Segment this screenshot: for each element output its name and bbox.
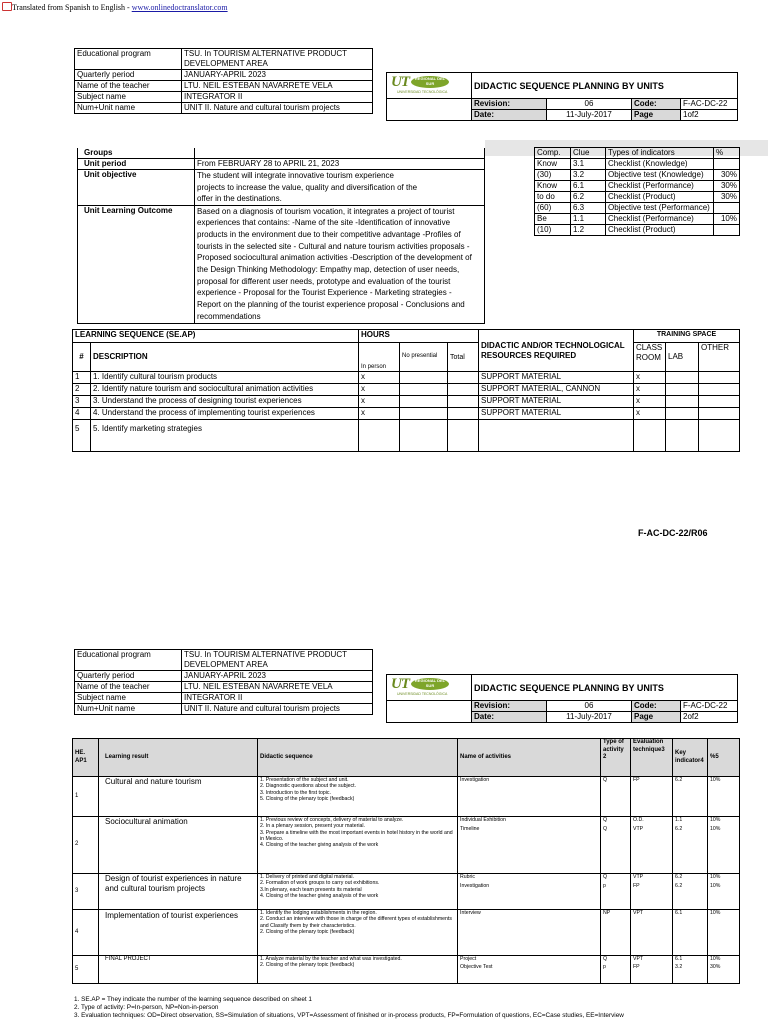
key-indicator: 6.2 <box>675 777 683 783</box>
doc-title: DIDACTIC SEQUENCE PLANNING BY UNITS <box>472 73 738 99</box>
seq-step: 3. Introduction to the first topic. <box>260 789 331 796</box>
eval-head: % <box>714 148 740 159</box>
info-label: Name of the teacher <box>75 682 182 693</box>
eval-cell: Know <box>535 159 571 170</box>
info-value: UNIT II. Nature and cultural tourism projects <box>182 704 373 715</box>
activity-name: Investigation <box>460 883 490 890</box>
row-classroom: x <box>634 408 666 420</box>
logo-cell <box>387 73 472 99</box>
eval-technique: VTP <box>633 826 644 833</box>
row-description: 2. Identify nature tourism and sociocultural animation activities <box>91 384 359 396</box>
learning-sequence-table <box>72 329 740 452</box>
eval-technique: FP <box>633 964 640 971</box>
info-label: Num+Unit name <box>75 704 182 715</box>
date-value: 11-July-2017 <box>547 110 632 121</box>
info-table-2 <box>74 649 373 715</box>
row-in-person <box>359 420 400 452</box>
banner-text: Translated from Spanish to English - <box>12 3 132 12</box>
key-indicator-head: Key indicator4 <box>673 739 708 777</box>
hash-head: # <box>73 343 91 372</box>
row-resource: SUPPORT MATERIAL <box>479 408 634 420</box>
table-row <box>73 777 740 817</box>
eval-technique: O.D. <box>633 817 644 823</box>
seq-step: 2. Formation of work groups to carry out exhibitions. <box>260 880 380 887</box>
type-head: Type of activity 2 <box>601 739 631 777</box>
no-presential-head: No presential <box>400 343 448 372</box>
eval-table <box>534 147 740 236</box>
activity-name: Timeline <box>460 826 480 833</box>
row-number: 3 <box>73 396 91 408</box>
activity-name: Individual Exhibition <box>460 817 506 823</box>
seq-step: 2. In a plenary session, present your material. <box>260 823 365 830</box>
eval-technique: VTP <box>633 874 644 880</box>
row-resource <box>479 420 634 452</box>
doc-title: DIDACTIC SEQUENCE PLANNING BY UNITS <box>472 675 738 701</box>
total-head: Total <box>448 343 479 372</box>
page-value: 1of2 <box>681 110 738 121</box>
table-row <box>73 910 740 956</box>
activity-type: Q <box>603 956 608 962</box>
eval-cell: 30% <box>714 192 740 203</box>
info-value: LTU. NEIL ESTEBAN NAVARRETE VELA <box>182 81 373 92</box>
eval-technique: VPT <box>633 956 644 962</box>
eval-cell: (30) <box>535 170 571 181</box>
eval-cell: (10) <box>535 225 571 236</box>
groups-label: Groups <box>78 148 195 159</box>
info-label: Quarterly period <box>75 70 182 81</box>
eval-head: Clue <box>571 148 606 159</box>
key-indicator: 1.1 <box>675 817 683 823</box>
seq-step: 2. Closing of the plenary topic (feedback) <box>260 928 355 935</box>
activity-type: NP <box>603 910 611 916</box>
activity-type: Q <box>603 817 608 823</box>
eval-table-wrap <box>534 148 740 254</box>
learning-result: FINAL PROJECT <box>99 956 258 984</box>
eval-technique: VPT <box>633 910 644 916</box>
footnote: 3. Evaluation techniques: OD=Direct observation, SS=Simulation of situations, VPT=Assessment of finished or in-process products, FP=Formulation of questions, EC=Case studies, EE=Interview <box>74 1012 624 1019</box>
table-row <box>73 956 740 984</box>
eval-head: Comp. <box>535 148 571 159</box>
eval-cell: Checklist (Performance) <box>606 214 714 225</box>
info-value: JANUARY-APRIL 2023 <box>182 70 373 81</box>
learning-result: Sociocultural animation <box>99 817 258 874</box>
logo-cell <box>387 675 472 701</box>
row-description: 3. Understand the process of designing tourist experiences <box>91 396 359 408</box>
training-space-title: TRAINING SPACE <box>634 330 740 343</box>
info-value: LTU. NEIL ESTEBAN NAVARRETE VELA <box>182 682 373 693</box>
eval-cell: 3.1 <box>571 159 606 170</box>
university-logo: UT REGIONAL DEL SUR UNIVERSIDAD TECNOLÓGICA <box>391 676 448 696</box>
info-value: UNIT II. Nature and cultural tourism projects <box>182 103 373 114</box>
activity-name: Objective Test <box>460 964 493 971</box>
table-row <box>73 874 740 910</box>
eval-cell: 3.2 <box>571 170 606 181</box>
row-resource: SUPPORT MATERIAL <box>479 396 634 408</box>
activity-name-head: Name of activities <box>458 739 601 777</box>
learning-result: Implementation of tourist experiences <box>99 910 258 956</box>
code-label: Code: <box>632 99 681 110</box>
period-value: From FEBRUARY 28 to APRIL 21, 2023 <box>195 159 485 170</box>
seq-step: 3.In plenary, each team presents its material <box>260 886 362 893</box>
seq-step: 2. Diagnostic questions about the subject. <box>260 783 357 790</box>
row-number: 4 <box>73 408 91 420</box>
row-classroom: x <box>634 372 666 384</box>
row-classroom <box>634 420 666 452</box>
activity-name: Rubric <box>460 874 475 880</box>
row-classroom: x <box>634 384 666 396</box>
learning-result: Cultural and nature tourism <box>99 777 258 817</box>
percentage: 30% <box>710 964 721 971</box>
activity-type: Q <box>603 777 608 783</box>
outcome-value: Based on a diagnosis of tourism vocation, it integrates a project of tourist experiences that contains: -Name of the site -Identification of innovative products in the environment due to their competitive advantage -Profiles of tourists in the selected site - Cultural and nature tourism activities proposals - Proposed sociocultural animation activities -Description of the development of the Design Thinking Methodology: Empathy map, detection of user needs, proposal for different user needs, prototype and evaluation of the tourist experience - Proposal for the Tourist Experience - Marketing strategies - Report on the planning of the tourist experience proposal - Conclusions and recommendations <box>195 205 485 323</box>
activity-name: Project <box>460 956 477 962</box>
eval-cell: Be <box>535 214 571 225</box>
table-row <box>73 384 740 396</box>
row-number: 5 <box>73 956 99 984</box>
table-row <box>73 396 740 408</box>
eval-technique: FP <box>633 883 640 890</box>
objective-value: The student will integrate innovative tourism experience projects to increase the value, quality and diversification of the offer in the destinations. <box>195 170 485 206</box>
seq-step: 4. Closing of the teacher giving analysis of the work <box>260 892 379 899</box>
key-indicator: 6.2 <box>675 826 683 833</box>
university-logo: UT REGIONAL DEL SUR UNIVERSIDAD TECNOLÓGICA <box>391 74 448 94</box>
translator-link[interactable]: www.onlinedoctranslator.com <box>131 3 228 12</box>
info-table-1 <box>74 48 373 114</box>
table-row <box>73 408 740 420</box>
row-number: 4 <box>73 910 99 956</box>
eval-cell: 6.3 <box>571 203 606 214</box>
key-indicator: 6.2 <box>675 883 683 890</box>
pct-head: %5 <box>708 739 740 777</box>
seq-step: 1. Analyze material by the teacher and what was investigated. <box>260 956 402 962</box>
result-head: Learning result <box>99 739 258 777</box>
eval-cell: 1.2 <box>571 225 606 236</box>
percentage: 10% <box>710 910 721 916</box>
info-label: Subject name <box>75 693 182 704</box>
objective-label: Unit objective <box>78 170 195 206</box>
date-label: Date: <box>472 712 547 723</box>
key-indicator: 6.1 <box>675 910 683 916</box>
row-number: 2 <box>73 384 91 396</box>
info-label: Educational program <box>75 49 182 70</box>
key-indicator: 6.1 <box>675 956 683 962</box>
eval-cell <box>714 159 740 170</box>
eval-cell <box>714 225 740 236</box>
eval-cell: Checklist (Product) <box>606 192 714 203</box>
info-label: Educational program <box>75 650 182 671</box>
table-row <box>73 817 740 874</box>
table-row <box>73 372 740 384</box>
eval-cell: 30% <box>714 181 740 192</box>
code-value: F-AC-DC-22 <box>681 99 738 110</box>
eval-cell: to do <box>535 192 571 203</box>
seq-step: 1. Delivery of printed and digital material. <box>260 874 354 880</box>
code-value: F-AC-DC-22 <box>681 701 738 712</box>
activity-type: Q <box>603 874 608 880</box>
seq-step: 5. Closing of the plenary topic (feedback) <box>260 795 355 802</box>
code-label: Code: <box>632 701 681 712</box>
seq-step: 4. Closing of the teacher giving analysis of the work <box>260 842 379 849</box>
key-indicator: 6.2 <box>675 874 683 880</box>
info-value: INTEGRATOR II <box>182 92 373 103</box>
footnotes <box>74 996 754 1020</box>
page-label: Page <box>632 110 681 121</box>
row-number: 5 <box>73 420 91 452</box>
eval-cell: 1.1 <box>571 214 606 225</box>
eval-cell: 6.1 <box>571 181 606 192</box>
eval-cell: Checklist (Knowledge) <box>606 159 714 170</box>
row-number: 2 <box>73 817 99 874</box>
seq-step: 3. Prepare a timeline with the most important events in hotel history in the world and in Mexico. <box>260 829 453 842</box>
classroom-head: CLASSROOM <box>634 343 666 372</box>
info-value: JANUARY-APRIL 2023 <box>182 671 373 682</box>
eval-cell: Checklist (Performance) <box>606 181 714 192</box>
unit-table-wrap <box>77 148 485 330</box>
row-number: 1 <box>73 777 99 817</box>
other-head: OTHER <box>699 343 740 372</box>
unit-table <box>77 148 485 324</box>
seq-step: 1. Presentation of the subject and unit. <box>260 777 349 783</box>
activity-name: Investigation <box>460 777 490 783</box>
date-label: Date: <box>472 110 547 121</box>
eval-cell: Know <box>535 181 571 192</box>
footnote: 1. SE.AP = They indicate the number of the learning sequence described on sheet 1 <box>74 996 312 1003</box>
seq-head: Didactic sequence <box>258 739 458 777</box>
seq-title: LEARNING SEQUENCE (SE.AP) <box>73 330 359 343</box>
revision-label: Revision: <box>472 99 547 110</box>
hours-title: HOURS <box>359 330 479 343</box>
percentage: 10% <box>710 777 721 783</box>
period-label: Unit period <box>78 159 195 170</box>
key-indicator: 3.2 <box>675 964 683 971</box>
row-classroom: x <box>634 396 666 408</box>
doc-header-1 <box>386 72 738 121</box>
he-head: HE. AP1 <box>73 739 99 777</box>
seq-step: 2. Closing of the plenary topic (feedback) <box>260 962 355 969</box>
row-resource: SUPPORT MATERIAL <box>479 372 634 384</box>
outcome-label: Unit Learning Outcome <box>78 205 195 323</box>
info-value: INTEGRATOR II <box>182 693 373 704</box>
page-value: 2of2 <box>681 712 738 723</box>
lab-head: LAB <box>666 343 699 372</box>
doc-header-2 <box>386 674 738 723</box>
eval-cell: Objective test (Performance) <box>606 203 714 214</box>
seq-step: 1. Identify the lodging establishments in the region. <box>260 910 377 916</box>
revision-label: Revision: <box>472 701 547 712</box>
eval-cell: 10% <box>714 214 740 225</box>
eval-cell: 30% <box>714 170 740 181</box>
translator-icon <box>2 2 12 11</box>
eval-cell: 6.2 <box>571 192 606 203</box>
date-value: 11-July-2017 <box>547 712 632 723</box>
eval-cell: Objective test (Knowledge) <box>606 170 714 181</box>
row-description: 5. Identify marketing strategies <box>91 420 359 452</box>
percentage: 10% <box>710 826 721 833</box>
eval-head: Types of indicators <box>606 148 714 159</box>
info-label: Name of the teacher <box>75 81 182 92</box>
activities-table <box>72 738 740 984</box>
description-head: DESCRIPTION <box>91 343 359 372</box>
revision-value: 06 <box>547 701 632 712</box>
row-description: 4. Understand the process of implementing tourist experiences <box>91 408 359 420</box>
activity-type: p <box>603 883 606 890</box>
revision-value: 06 <box>547 99 632 110</box>
seq-step: 2. Conduct an interview with those in charge of the different types of establishments and Classify them by their characteristics. <box>260 916 452 929</box>
activity-type: p <box>603 964 606 971</box>
percentage: 10% <box>710 956 721 962</box>
percentage: 10% <box>710 883 721 890</box>
row-in-person: x <box>359 408 400 420</box>
row-number: 3 <box>73 874 99 910</box>
info-label: Quarterly period <box>75 671 182 682</box>
row-in-person: x <box>359 384 400 396</box>
activity-type: Q <box>603 826 608 833</box>
eval-technique: FP <box>633 777 640 783</box>
percentage: 10% <box>710 874 721 880</box>
page-label: Page <box>632 712 681 723</box>
eval-technique-head: Evaluation technique3 <box>631 739 673 777</box>
row-description: 1. Identify cultural tourism products <box>91 372 359 384</box>
row-in-person: x <box>359 372 400 384</box>
info-label: Num+Unit name <box>75 103 182 114</box>
seq-step: 1. Previous review of concepts, delivery of material to analyze. <box>260 817 404 823</box>
table-row <box>73 420 740 452</box>
eval-cell: (60) <box>535 203 571 214</box>
row-in-person: x <box>359 396 400 408</box>
translation-banner <box>12 3 228 12</box>
footnote: 2. Type of activity: P=In-person, NP=Non-in-person <box>74 1004 219 1011</box>
info-label: Subject name <box>75 92 182 103</box>
info-value: TSU. In TOURISM ALTERNATIVE PRODUCT DEVELOPMENT AREA <box>182 650 373 671</box>
eval-cell <box>714 203 740 214</box>
form-code-footer: F-AC-DC-22/R06 <box>638 528 708 538</box>
row-resource: SUPPORT MATERIAL, CANNON <box>479 384 634 396</box>
info-value: TSU. In TOURISM ALTERNATIVE PRODUCT DEVELOPMENT AREA <box>182 49 373 70</box>
percentage: 10% <box>710 817 721 823</box>
learning-result: Design of tourist experiences in nature and cultural tourism projects <box>99 874 258 910</box>
eval-cell: Checklist (Product) <box>606 225 714 236</box>
didactic-title: DIDACTIC AND/OR TECHNOLOGICAL RESOURCES REQUIRED <box>479 330 634 372</box>
row-number: 1 <box>73 372 91 384</box>
activity-name: Interview <box>460 910 481 916</box>
in-person-head: In person <box>359 343 400 372</box>
